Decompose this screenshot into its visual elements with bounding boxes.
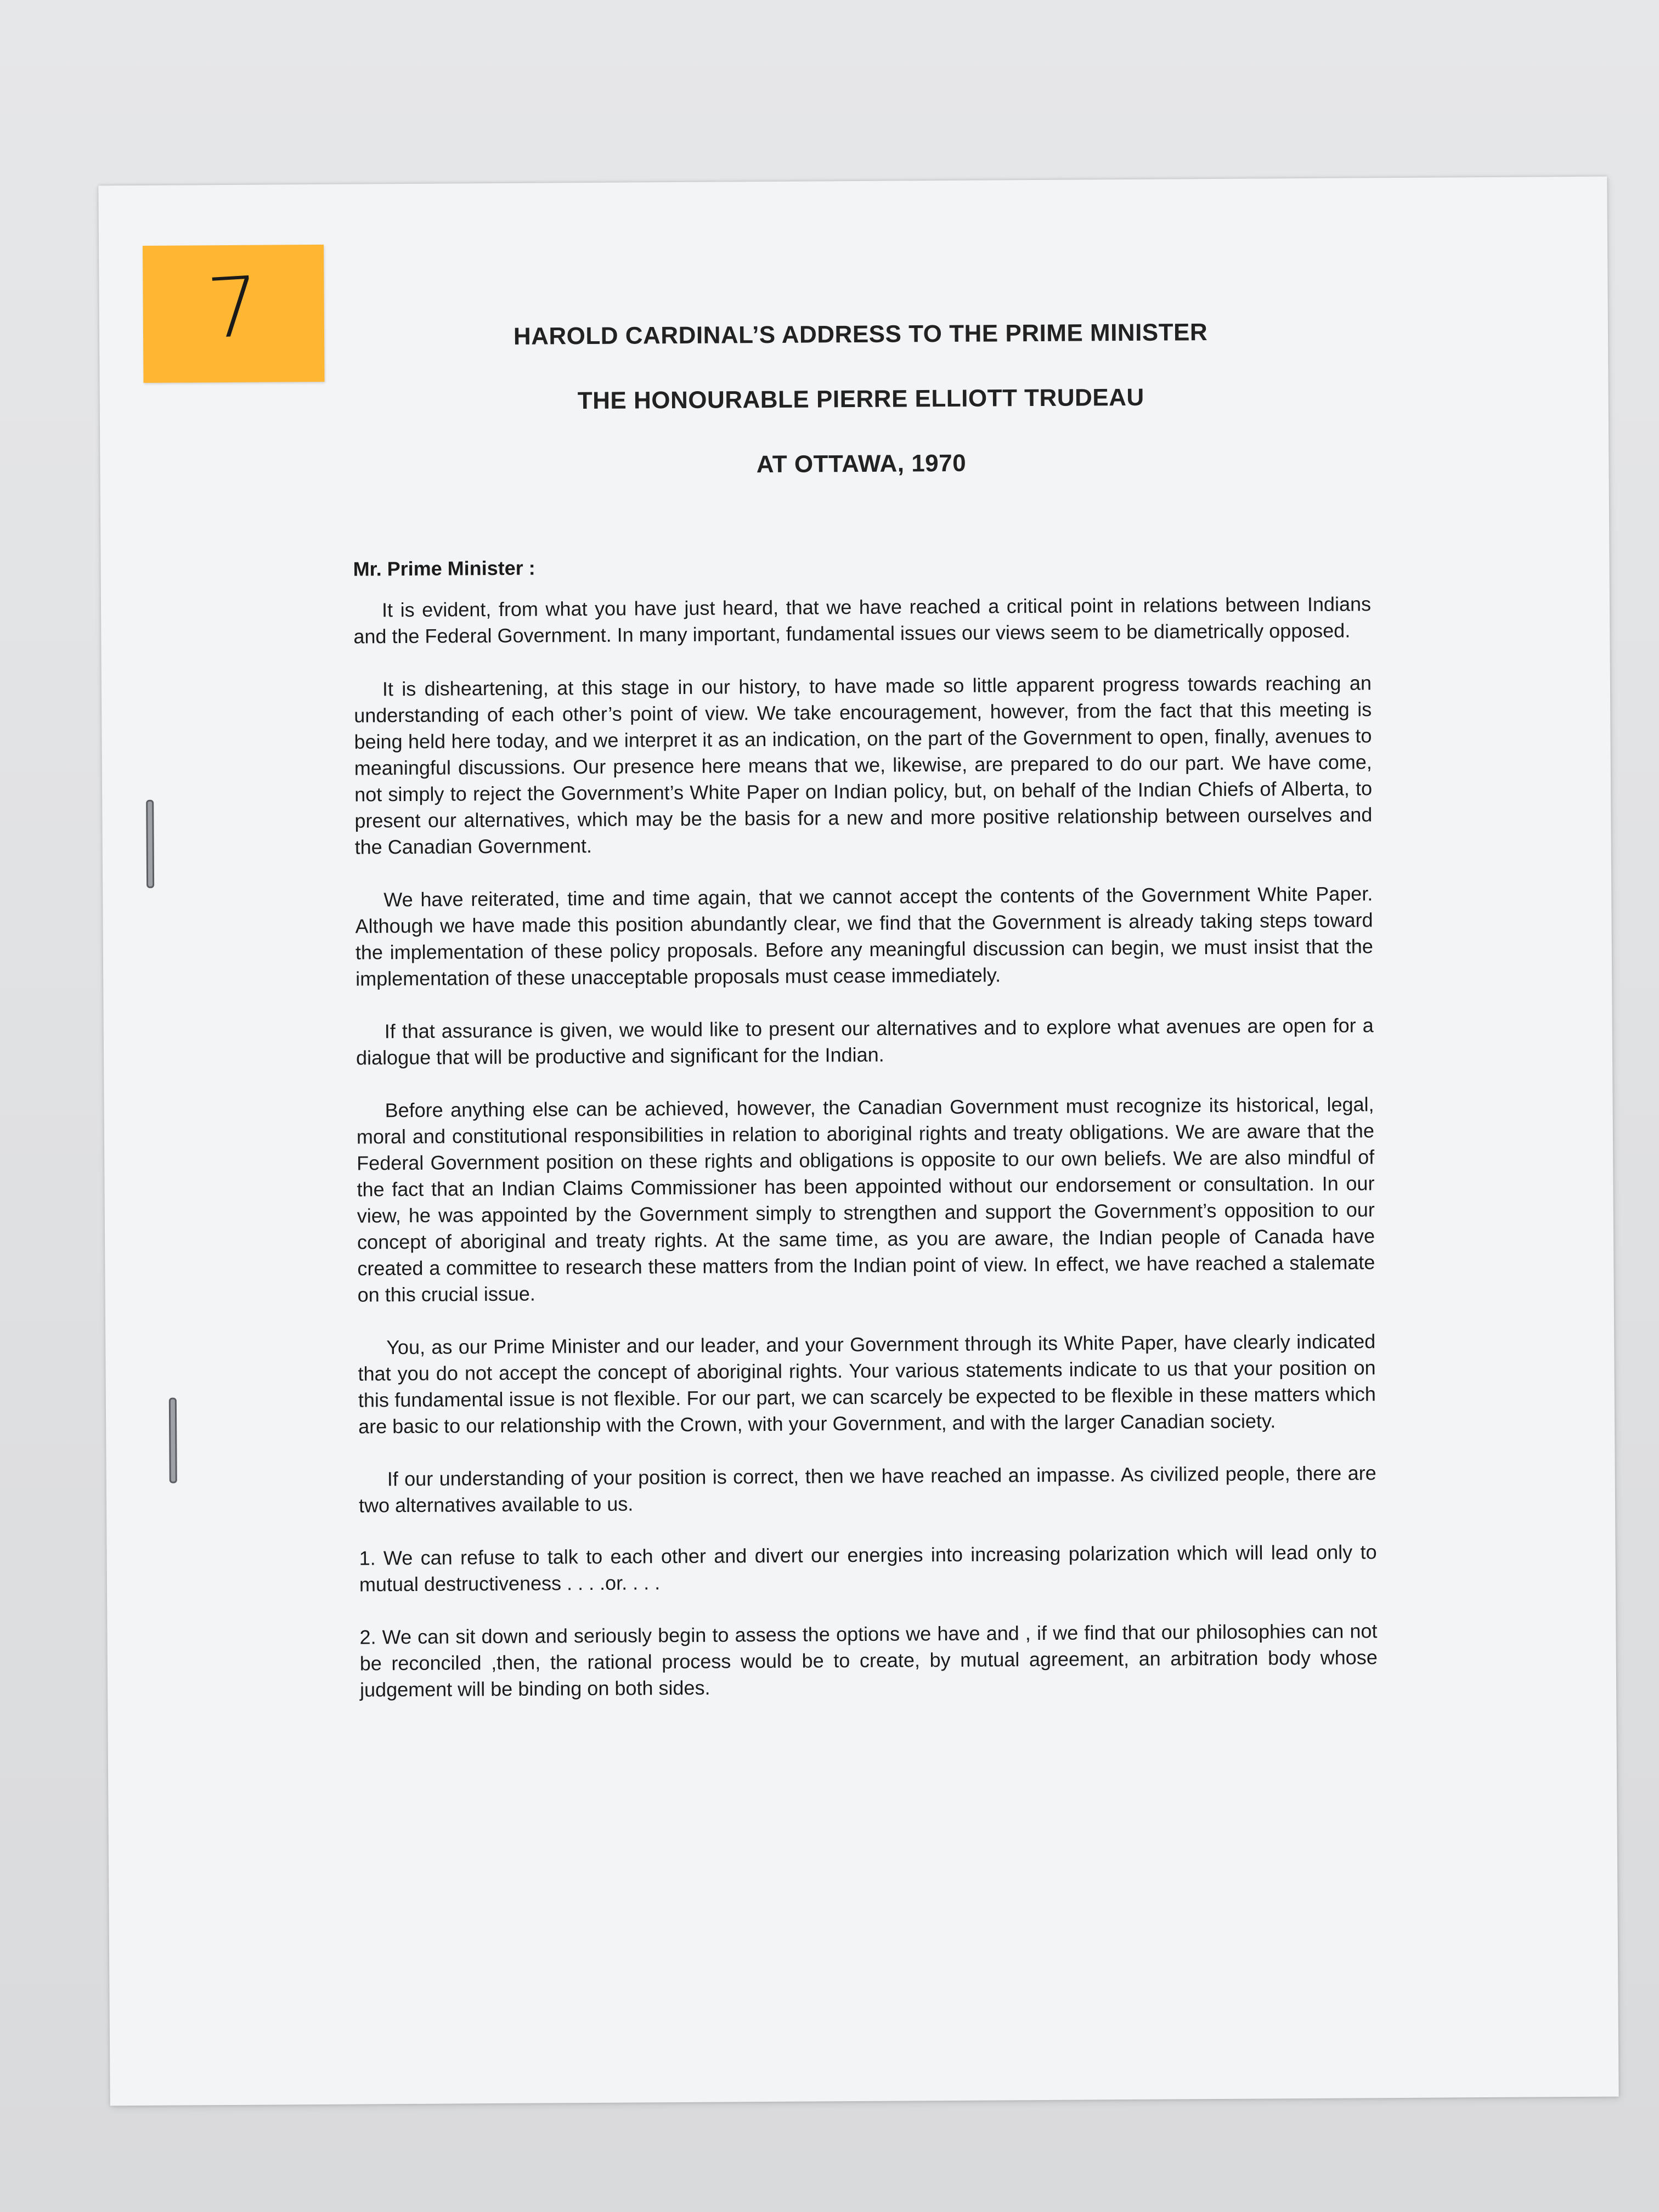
- document-title-line-3: AT OTTAWA, 1970: [756, 449, 967, 478]
- paragraph-3: We have reiterated, time and time again, that we cannot accept the contents of the Government White Paper. Although we have made this position abundantly clear, we find that the Government is already taking steps toward the implementation of these policy proposals. Before any meaningful discussion can begin, we must insist that the implementation of these unacceptable proposals must cease immediately.: [355, 882, 1373, 990]
- staple-bottom: [169, 1398, 177, 1483]
- salutation: Mr. Prime Minister :: [353, 556, 535, 580]
- paragraph-7: If our understanding of your position is correct, then we have reached an impasse. As civilized people, there are two alternatives available to us.: [358, 1462, 1376, 1517]
- staple-top: [146, 800, 154, 888]
- paragraph-5: Before anything else can be achieved, however, the Canadian Government must recognize its historical, legal, moral and constitutional responsibilities in relation to aboriginal rights and treaty obligations. We are aware that the Federal Government position on these rights and obligations is opposite to our own beliefs. We are also mindful of the fact that an Indian Claims Commissioner has been appointed without our endorsement or consultation. In our view, he was appointed by the Government simply to strengthen and support the Government’s opposition to our concept of aboriginal and treaty rights. At the same time, as you are aware, the Indian people of Canada have created a committee to research these matters from the Indian point of view. In effect, we have reached a stalemate on this crucial issue.: [356, 1093, 1375, 1306]
- paragraph-4: If that assurance is given, we would like to present our alternatives and to explore what avenues are open for a dialogue that will be productive and significant for the Indian.: [356, 1014, 1374, 1069]
- alternative-1: 1. We can refuse to talk to each other and divert our energies into increasing polarization which will lead only to mutual destructiveness . . . .or. . . .: [359, 1541, 1377, 1596]
- document-body: [352, 318, 1378, 1729]
- document-page: [98, 177, 1618, 2106]
- paragraph-6: You, as our Prime Minister and our leader, and your Government through its White Paper, have clearly indicated that you do not accept the concept of aboriginal rights. Your various statements indicate to us that your position on this fundamental issue is not flexible. For our part, we can scarcely be expected to be flexible in these matters which are basic to our relationship with the Crown, with your Government, and with the larger Canadian society.: [358, 1330, 1376, 1438]
- alternative-2: 2. We can sit down and seriously begin to assess the options we have and , if we find that our philosophies can not be reconciled ,then, the rational process would be to create, by mutual agreement, an arbitration body whose judgement will be binding on both sides.: [359, 1620, 1378, 1701]
- document-title-line-2: THE HONOURABLE PIERRE ELLIOTT TRUDEAU: [577, 383, 1144, 415]
- paragraph-2: It is disheartening, at this stage in our history, to have made so little apparent progress towards reaching an understanding of each other’s point of view. We take encouragement, however, from the fact that this meeting is being held here today, and we interpret it as an indication, on the part of the Government to open, finally, avenues to meaningful discussions. Our presence here means that we, likewise, are prepared to do our part. We have come, not simply to reject the Government’s White Paper on Indian policy, but, on behalf of the Indian Chiefs of Alberta, to present our alternatives, which may be the basis for a new and more positive relationship between ourselves and the Canadian Government.: [354, 672, 1373, 859]
- paragraph-1: It is evident, from what you have just heard, that we have reached a critical point in relations between Indians and the Federal Government. In many important, fundamental issues our views seem to be diametrically opposed.: [353, 592, 1372, 648]
- sticky-note-number: 7: [204, 259, 263, 358]
- sticky-note: [143, 245, 325, 383]
- document-title-line-1: HAROLD CARDINAL’S ADDRESS TO THE PRIME MINISTER: [513, 319, 1208, 350]
